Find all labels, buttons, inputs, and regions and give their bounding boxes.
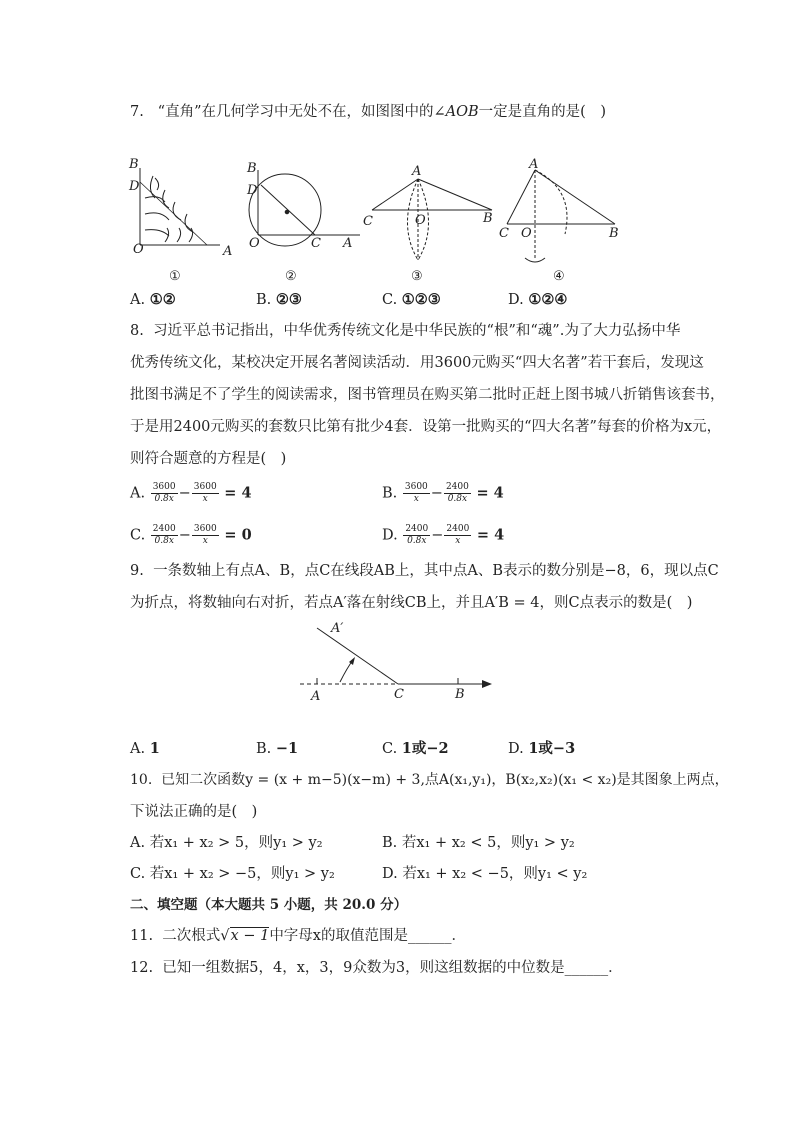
q7-option-a-text: ①② [149,291,176,308]
q9-option-b[interactable] [256,739,298,759]
q8-line-4: 于是用2400元购买的套数只比第有批少4套．设第一批购买的“四大名著”每套的价格为x元， [130,419,722,435]
svg-text:B: B [129,157,139,172]
q7-option-b-text: ②③ [275,291,302,308]
svg-text:O: O [133,242,144,257]
section2-title: 二、填空题（本大题共 5 小题，共 20.0 分） [130,897,408,913]
svg-text:A: A [529,157,539,172]
q9-option-b-key: B. [256,741,272,757]
q7-option-a-key: A. [130,292,146,308]
q7-option-d[interactable] [508,290,567,310]
q10-option-a-key: A. [130,835,146,851]
q9-option-c-key: C. [382,741,398,757]
q8-option-b-frac2: $\frac{2400}{0.8x}$ [445,482,469,504]
q9-line-1 [130,561,719,581]
q10-option-d[interactable] [382,864,587,884]
q7-option-c-text: ①②③ [401,291,441,308]
q8-option-d[interactable]: D. $\frac{2400}{0.8x}$ − $\frac{2400}{x}$ = 4 [382,524,505,546]
q7-angle: ∠AOB [433,104,479,120]
q10-option-a-text: 若x₁ + x₂ > 5，则y₁ > y₂ [149,835,323,851]
q10-line-1 [130,770,729,790]
q10-option-c-key: C. [130,866,146,882]
q7-fig-label-4: ④ [553,269,565,284]
q8-option-a-rhs: = 4 [224,484,252,502]
q10-option-d-key: D. [382,866,398,882]
q8-option-c-rhs: = 0 [224,526,252,544]
svg-text:C: C [499,226,509,241]
q12-stem [130,958,623,978]
q10-line-2: 下说法正确的是( ) [130,804,258,820]
q7-figure-2 [246,161,360,284]
q9-figure [295,612,505,707]
q12-text: 已知一组数据5，4，x，3，9众数为3，则这组数据的中位数是______． [162,960,623,976]
q7-stem [130,102,606,122]
q9-option-d[interactable] [508,739,575,759]
svg-text:B: B [609,226,619,241]
q10-option-d-text: 若x₁ + x₂ < −5，则y₁ < y₂ [402,866,588,882]
q10-option-a[interactable] [130,833,323,853]
q8-line-3: 批图书满足不了学生的阅读需求，图书管理员在购买第二批时正赶上图书城八折销售该套书， [130,387,725,403]
q9-number: 9. [130,563,144,579]
q9-option-a-text: 1 [149,740,160,757]
q9-option-d-key: D. [508,741,524,757]
q7-figure-4 [499,157,619,284]
q10-option-b-text: 若x₁ + x₂ < 5，则y₁ > y₂ [401,835,575,851]
q9-option-a[interactable] [130,739,160,759]
q7-figures [125,150,645,285]
q8-option-b[interactable]: B. $\frac{3600}{x}$ − $\frac{2400}{0.8x}$ = 4 [382,482,504,504]
q9-label-a-prime: A′ [331,621,344,636]
svg-text:O: O [415,213,426,228]
q10-option-b-key: B. [382,835,398,851]
q8-option-d-rhs: = 4 [476,526,505,544]
q9-option-c-text: 1或−2 [401,740,449,757]
q7-option-b-key: B. [256,292,272,308]
q7-option-c-key: C. [382,292,398,308]
q11-radicand: x − 1 [230,928,270,944]
svg-text:D: D [129,179,140,194]
q8-line-2: 优秀传统文化，某校决定开展名著阅读活动．用3600元购买“四大名著”若干套后，发现这 [130,355,704,371]
q10-option-b[interactable] [382,833,575,853]
q7-text-b: 一定是直角的是( ) [478,104,606,120]
q7-text-a: “直角”在几何学习中无处不在，如图图中的 [157,104,434,120]
q10-number: 10. [130,772,153,788]
q9-label-b: B [455,687,465,702]
svg-text:A: A [412,164,422,179]
q9-label-c: C [394,687,404,702]
q7-figure-3 [363,164,493,284]
q7-option-d-text: ①②④ [528,291,568,308]
q8-option-c-frac1: $\frac{2400}{0.8x}$ [152,524,176,546]
q8-option-a-key: A. [130,485,146,502]
q7-option-a[interactable] [130,290,176,310]
q8-option-b-key: B. [382,485,398,502]
q7-option-d-key: D. [508,292,524,308]
svg-text:C: C [363,214,373,229]
q7-number: 7. [130,104,144,120]
q7-option-c[interactable] [382,290,441,310]
q9-option-d-text: 1或−3 [528,740,576,757]
svg-text:B: B [247,161,257,176]
svg-text:O: O [521,226,532,241]
svg-text:D: D [247,183,258,198]
q8-option-c-frac2: $\frac{3600}{x}$ [193,524,217,546]
svg-text:B: B [483,211,493,226]
q7-fig-label-2: ② [285,269,297,284]
q8-option-d-frac1: $\frac{2400}{0.8x}$ [405,524,429,546]
q7-fig-label-3: ③ [411,269,423,284]
q8-option-b-frac1: $\frac{3600}{x}$ [404,482,428,504]
q12-number: 12. [130,960,154,976]
q7-figure-1 [128,157,232,284]
q8-option-d-frac2: $\frac{2400}{x}$ [446,524,470,546]
svg-text:A: A [223,244,233,259]
q9-line-2: 为折点，将数轴向右对折，若点A′落在射线CB上，并且A′B = 4，则C点表示的数是( ) [130,595,693,611]
q10-option-c-text: 若x₁ + x₂ > −5，则y₁ > y₂ [149,866,335,882]
q9-option-c[interactable] [382,739,449,759]
svg-text:O: O [249,236,260,251]
q10-text-1: 已知二次函数y = (x + m−5)(x−m) + 3,点A(x₁,y₁)，B(x₂,x₂)(x₁ < x₂)是其图象上两点， [161,772,729,788]
q8-number: 8. [130,323,144,339]
q11-post: 中字母x的取值范围是______． [269,928,466,944]
q8-line-5: 则符合题意的方程是( ) [130,451,287,467]
svg-text:A: A [343,236,353,251]
q8-option-a-frac1: $\frac{3600}{0.8x}$ [152,482,176,504]
q8-option-a[interactable]: A. $\frac{3600}{0.8x}$ − $\frac{3600}{x}$ = 4 [130,482,252,504]
q8-text-1: 习近平总书记指出，中华优秀传统文化是中华民族的“根”和“魂”.为了大力弘扬中华 [153,323,681,339]
q9-text-1: 一条数轴上有点A、B，点C在线段AB上，其中点A、B表示的数分别是−8，6，现以点C [153,563,719,579]
q11-stem: 11. 二次根式√x − 1中字母x的取值范围是______． [130,928,466,944]
q7-option-b[interactable] [256,290,302,310]
q11-pre: 二次根式 [162,928,221,944]
q9-option-b-text: −1 [275,740,299,757]
q10-option-c[interactable] [130,864,335,884]
q8-option-a-frac2: $\frac{3600}{x}$ [193,482,217,504]
q9-option-a-key: A. [130,741,146,757]
q11-number: 11. [130,928,154,944]
q8-option-b-rhs: = 4 [476,484,504,502]
q9-label-a: A [311,689,321,704]
q8-option-c-key: C. [130,527,146,544]
q8-option-d-key: D. [382,527,398,544]
q7-fig-label-1: ① [169,269,181,284]
q8-line-1 [130,321,680,341]
q8-option-c[interactable]: C. $\frac{2400}{0.8x}$ − $\frac{3600}{x}$ = 0 [130,524,252,546]
svg-text:C: C [311,236,321,251]
